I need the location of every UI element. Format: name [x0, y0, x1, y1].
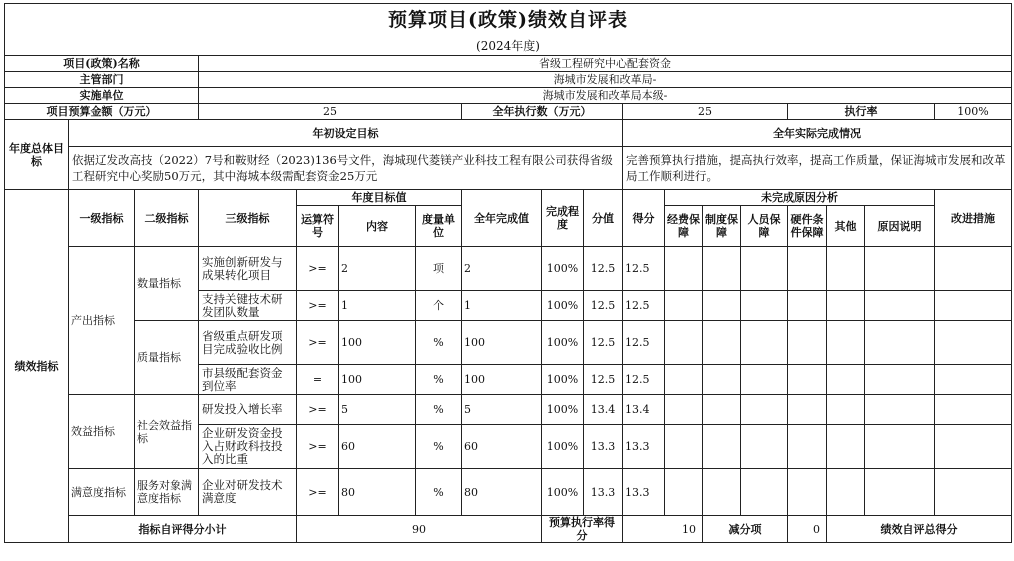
blank-cell	[865, 425, 935, 469]
indicator-completion: 100%	[542, 321, 584, 365]
blank-cell	[865, 291, 935, 321]
header-staff: 人员保障	[741, 206, 788, 247]
blank-cell	[741, 321, 788, 365]
indicator-content: 1	[339, 291, 416, 321]
blank-cell	[741, 395, 788, 425]
header-reason: 原因说明	[865, 206, 935, 247]
blank-cell	[827, 247, 865, 291]
budget-rate-score-value: 10	[623, 516, 703, 543]
indicator-score-value: 13.4	[584, 395, 623, 425]
blank-cell	[703, 469, 741, 516]
indicator-operator: >=	[297, 425, 339, 469]
blank-cell	[788, 247, 827, 291]
blank-cell	[935, 425, 1012, 469]
indicator-score: 12.5	[623, 365, 665, 395]
blank-cell	[827, 365, 865, 395]
blank-cell	[665, 469, 703, 516]
indicator-actual: 100	[462, 321, 542, 365]
indicator-content: 100	[339, 365, 416, 395]
header-content: 内容	[339, 206, 416, 247]
blank-cell	[865, 247, 935, 291]
indicator-content: 60	[339, 425, 416, 469]
year-subtitle: (2024年度)	[5, 37, 1012, 56]
indicator-unit: %	[416, 469, 462, 516]
blank-cell	[788, 395, 827, 425]
header-operator: 运算符号	[297, 206, 339, 247]
header-unfinished-analysis: 未完成原因分析	[665, 190, 935, 206]
blank-cell	[865, 321, 935, 365]
blank-cell	[935, 395, 1012, 425]
blank-cell	[741, 469, 788, 516]
header-hardware: 硬件条件保障	[788, 206, 827, 247]
indicator-completion: 100%	[542, 425, 584, 469]
blank-cell	[665, 395, 703, 425]
deduction-label: 减分项	[703, 516, 788, 543]
deduction-value: 0	[788, 516, 827, 543]
blank-cell	[665, 291, 703, 321]
indicator-score-value: 12.5	[584, 291, 623, 321]
header-funding: 经费保障	[665, 206, 703, 247]
group-output: 产出指标	[69, 247, 135, 395]
indicator-score-value: 13.3	[584, 469, 623, 516]
blank-cell	[665, 247, 703, 291]
self-evaluation-sheet	[4, 3, 1010, 543]
group-benefit: 效益指标	[69, 395, 135, 469]
blank-cell	[703, 365, 741, 395]
blank-cell	[788, 469, 827, 516]
indicator-score-value: 12.5	[584, 365, 623, 395]
indicator-content: 5	[339, 395, 416, 425]
blank-cell	[827, 321, 865, 365]
indicator-unit: %	[416, 395, 462, 425]
indicator-name: 企业对研发技术满意度	[199, 469, 297, 516]
blank-cell	[665, 425, 703, 469]
indicator-operator: >=	[297, 321, 339, 365]
group-service-object: 服务对象满意度指标	[135, 469, 199, 516]
indicator-completion: 100%	[542, 247, 584, 291]
blank-cell	[827, 425, 865, 469]
execution-label: 全年执行数（万元）	[462, 104, 623, 120]
indicator-completion: 100%	[542, 395, 584, 425]
budget-value: 25	[199, 104, 462, 120]
group-satisfaction: 满意度指标	[69, 469, 135, 516]
blank-cell	[703, 425, 741, 469]
indicator-score-value: 12.5	[584, 247, 623, 291]
indicator-score: 13.3	[623, 469, 665, 516]
header-improve: 改进措施	[935, 190, 1012, 247]
blank-cell	[935, 291, 1012, 321]
indicator-name: 支持关键技术研发团队数量	[199, 291, 297, 321]
blank-cell	[703, 291, 741, 321]
blank-cell	[788, 321, 827, 365]
budget-rate-score-label: 预算执行率得分	[542, 516, 623, 543]
indicator-actual: 2	[462, 247, 542, 291]
indicator-completion: 100%	[542, 365, 584, 395]
indicator-score: 12.5	[623, 247, 665, 291]
indicator-score: 12.5	[623, 291, 665, 321]
indicator-name: 实施创新研发与成果转化项目	[199, 247, 297, 291]
indicator-content: 80	[339, 469, 416, 516]
header-other: 其他	[827, 206, 865, 247]
evaluation-table	[4, 3, 1012, 543]
indicator-name: 市县级配套资金到位率	[199, 365, 297, 395]
department-label: 主管部门	[5, 72, 199, 88]
indicator-score: 13.4	[623, 395, 665, 425]
blank-cell	[865, 365, 935, 395]
header-level3: 三级指标	[199, 190, 297, 247]
unit-value: 海城市发展和改革局本级-	[199, 88, 1012, 104]
subtotal-label: 指标自评得分小计	[69, 516, 297, 543]
blank-cell	[865, 469, 935, 516]
header-unit: 度量单位	[416, 206, 462, 247]
indicator-operator: >=	[297, 395, 339, 425]
initial-goal-label: 年初设定目标	[69, 120, 623, 147]
blank-cell	[788, 425, 827, 469]
blank-cell	[703, 321, 741, 365]
blank-cell	[935, 469, 1012, 516]
performance-indicators-label: 绩效指标	[5, 190, 69, 543]
blank-cell	[665, 365, 703, 395]
indicator-completion: 100%	[542, 469, 584, 516]
department-value: 海城市发展和改革局-	[199, 72, 1012, 88]
indicator-score-value: 12.5	[584, 321, 623, 365]
header-score-value: 分值	[584, 190, 623, 247]
blank-cell	[741, 365, 788, 395]
header-actual: 全年完成值	[462, 190, 542, 247]
rate-label: 执行率	[788, 104, 935, 120]
indicator-operator: >=	[297, 469, 339, 516]
execution-value: 25	[623, 104, 788, 120]
indicator-name: 企业研发资金投入占财政科技投入的比重	[199, 425, 297, 469]
group-quality: 质量指标	[135, 321, 199, 395]
rate-value: 100%	[935, 104, 1012, 120]
indicator-unit: 项	[416, 247, 462, 291]
group-quantity: 数量指标	[135, 247, 199, 321]
header-level1: 一级指标	[69, 190, 135, 247]
header-completion: 完成程度	[542, 190, 584, 247]
indicator-name: 省级重点研发项目完成验收比例	[199, 321, 297, 365]
blank-cell	[788, 291, 827, 321]
blank-cell	[741, 291, 788, 321]
indicator-actual: 5	[462, 395, 542, 425]
indicator-score: 13.3	[623, 425, 665, 469]
annual-goal-label: 年度总体目标	[5, 120, 69, 190]
blank-cell	[741, 247, 788, 291]
header-score: 得分	[623, 190, 665, 247]
blank-cell	[703, 247, 741, 291]
blank-cell	[827, 395, 865, 425]
header-annual-target: 年度目标值	[297, 190, 462, 206]
blank-cell	[741, 425, 788, 469]
blank-cell	[935, 321, 1012, 365]
indicator-completion: 100%	[542, 291, 584, 321]
blank-cell	[865, 395, 935, 425]
blank-cell	[665, 321, 703, 365]
indicator-score: 12.5	[623, 321, 665, 365]
actual-completion-label: 全年实际完成情况	[623, 120, 1012, 147]
budget-label: 项目预算金额（万元）	[5, 104, 199, 120]
blank-cell	[827, 291, 865, 321]
indicator-actual: 80	[462, 469, 542, 516]
actual-completion-text: 完善预算执行措施，提高执行效率，提高工作质量，保证海城市发展和改革局工作顺利进行。	[623, 147, 1012, 190]
indicator-actual: 1	[462, 291, 542, 321]
page-title: 预算项目(政策)绩效自评表	[5, 4, 1012, 38]
initial-goal-text: 依据辽发改高技（2022）7号和鞍财经（2023)136号文件，海城现代菱镁产业科技工程有限公司获得省级工程研究中心奖励50万元，其中海城本级需配套资金25万元	[69, 147, 623, 190]
indicator-actual: 60	[462, 425, 542, 469]
indicator-actual: 100	[462, 365, 542, 395]
indicator-unit: 个	[416, 291, 462, 321]
blank-cell	[827, 469, 865, 516]
blank-cell	[703, 395, 741, 425]
indicator-name: 研发投入增长率	[199, 395, 297, 425]
indicator-unit: %	[416, 425, 462, 469]
indicator-operator: >=	[297, 247, 339, 291]
indicator-content: 100	[339, 321, 416, 365]
subtotal-value: 90	[297, 516, 542, 543]
blank-cell	[788, 365, 827, 395]
indicator-operator: >=	[297, 291, 339, 321]
indicator-score-value: 13.3	[584, 425, 623, 469]
total-score-label: 绩效自评总得分	[827, 516, 1012, 543]
unit-label: 实施单位	[5, 88, 199, 104]
blank-cell	[935, 365, 1012, 395]
header-level2: 二级指标	[135, 190, 199, 247]
project-name-label: 项目(政策)名称	[5, 56, 199, 72]
indicator-unit: %	[416, 365, 462, 395]
project-name-value: 省级工程研究中心配套资金	[199, 56, 1012, 72]
blank-cell	[935, 247, 1012, 291]
indicator-operator: =	[297, 365, 339, 395]
group-social: 社会效益指标	[135, 395, 199, 469]
indicator-unit: %	[416, 321, 462, 365]
indicator-content: 2	[339, 247, 416, 291]
header-system: 制度保障	[703, 206, 741, 247]
